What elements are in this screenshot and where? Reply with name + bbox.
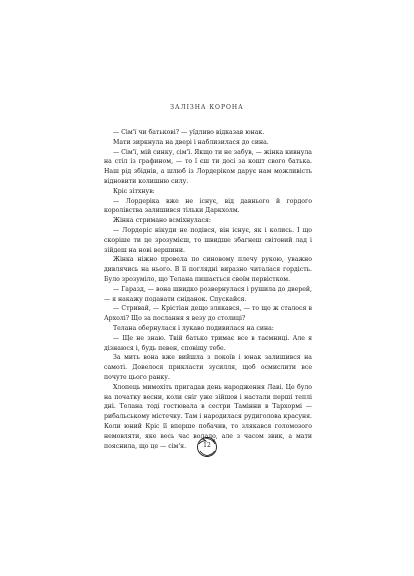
paragraph: Хлопець мимохіть пригадав день народження Лаві. Це було на початку весни, коли сніг уже зійшов і настали перші теплі дні. Телана тоді гостювала в сестри Тамінни в Тархормі — рибальському містечку. Там і народилася рудиголова красуня. Коли юний Кріс її вперше побачив, то злякався голомозого немовляти, яке весь час волало, але з часом звик, а мати пояснила, що це — сім'я. <box>104 383 312 450</box>
text-block <box>104 128 312 451</box>
paragraph: Мати зиркнула на двері і наблизилася до сина. <box>113 138 269 146</box>
paragraph: — Стривай, — Крістіан дещо злякався, — то що ж сталося в Архолі? Що за послання я везу до столиці? <box>104 305 312 323</box>
paragraph: — Лордеріка вже не існує, від давнього й гордого королівства залишився тільки Даркхолм. <box>104 197 312 215</box>
page-folio <box>196 436 218 458</box>
running-head: ЗАЛІЗНА КОРОНА <box>170 104 244 111</box>
paragraph: — Лордеріс нікуди не подівся, він існує, як і колись. І що скоріше ти це зрозумієш, то швидше збагнеш світовий лад і зійдеш на нові вершини. <box>104 226 312 254</box>
paragraph: Кріс зітхнув: <box>113 187 155 195</box>
paragraph: — Сім'ї чи батькові? — уїдливо відказав юнак. <box>113 129 265 136</box>
paragraph: — Гаразд, — вона швидко розвернулася і рушила до дверей, — я накажу подавати сніданок. Спускайся. <box>104 285 312 303</box>
paragraph: Жінка ніжно провела по синовому плечу рукою, уважно дивлячись на нього. В її поглядні виразно читалася гордість. Було зрозуміло, що Телана пишається своїм первістком. <box>104 256 312 283</box>
paragraph: За мить вона вже вийшла з покоїв і юнак залишився на самоті. Довелося прикласти зусилля, щоб осмислити все почуте цього ранку. <box>104 354 312 381</box>
page-number: 12 <box>203 442 211 449</box>
paragraph: — Сім'ї, мій синку, сім'ї. Якщо ти не забув, — жінка кивнула на стіл із графином, — то ї єш ти досі за кошт свого батька. Наш рід збіднів, а шлюб із Лордеріком дарує нам можливість відновити колишню силу. <box>104 148 312 185</box>
paragraph: Телана обернулася і лукаво подивилася на сина: <box>113 324 274 332</box>
paragraph: Жінка стримано всміхнулася: <box>113 217 211 225</box>
paragraph: — Ще не знаю. Твій батько тримає все в таємниці. Але я дізнаюся і, будь певен, сповіщу тебе. <box>104 334 312 352</box>
